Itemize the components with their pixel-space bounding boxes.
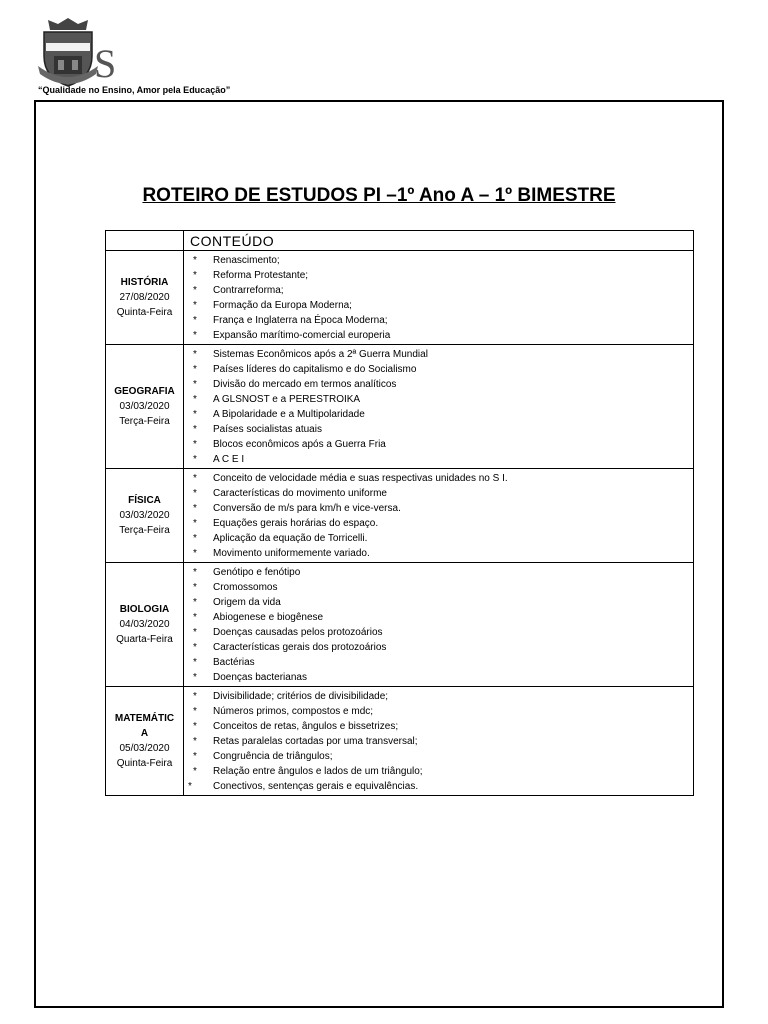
topic-list	[184, 251, 693, 344]
topic-text: Conectivos, sentenças gerais e equivalências.	[213, 781, 419, 792]
subject-weekday: Quinta-Feira	[116, 758, 173, 769]
subject-date: 04/03/2020	[119, 619, 170, 630]
topic-text: Blocos econômicos após a Guerra Fria	[213, 439, 386, 450]
topics-cell	[184, 345, 694, 469]
school-crest-logo	[36, 16, 100, 88]
topic-text: Divisão do mercado em termos analíticos	[213, 379, 397, 390]
topic-item	[184, 283, 693, 298]
topic-text: Abiogenese e biogênese	[213, 612, 324, 623]
subject-date: 05/03/2020	[119, 743, 170, 754]
bullet-asterisk: *	[193, 597, 197, 608]
subject-date: 27/08/2020	[119, 292, 170, 303]
bullet-asterisk: *	[193, 582, 197, 593]
topic-item	[184, 392, 693, 407]
topic-item	[184, 531, 693, 546]
topic-item	[184, 452, 693, 467]
topics-cell	[184, 687, 694, 796]
topic-item	[184, 377, 693, 392]
bullet-asterisk: *	[193, 612, 197, 623]
topic-text: Equações gerais horárias do espaço.	[213, 518, 379, 529]
topic-text: Expansão marítimo-comercial europeria	[213, 330, 391, 341]
subject-cell	[106, 469, 184, 563]
topic-item	[184, 734, 693, 749]
topics-cell	[184, 563, 694, 687]
document-frame	[34, 100, 724, 1008]
topic-text: A Bipolaridade e a Multipolaridade	[213, 409, 365, 420]
topic-text: França e Inglaterra na Época Moderna;	[213, 315, 388, 326]
topic-item	[184, 719, 693, 734]
topic-item	[184, 625, 693, 640]
topic-item	[184, 670, 693, 685]
topic-text: Doenças causadas pelos protozoários	[213, 627, 383, 638]
bullet-asterisk: *	[193, 503, 197, 514]
bullet-asterisk: *	[193, 766, 197, 777]
bullet-asterisk: *	[193, 706, 197, 717]
topic-text: Bactérias	[213, 657, 255, 668]
topic-text: Retas paralelas cortadas por uma transversal;	[213, 736, 418, 747]
brand-letter: S	[94, 41, 117, 86]
bullet-asterisk: *	[193, 533, 197, 544]
bullet-asterisk: *	[193, 330, 197, 341]
bullet-asterisk: *	[193, 548, 197, 559]
topic-text: Congruência de triângulos;	[213, 751, 333, 762]
topic-list	[184, 469, 693, 562]
bullet-asterisk: *	[193, 642, 197, 653]
topic-item	[184, 298, 693, 313]
subject-name: GEOGRAFIA	[114, 386, 175, 397]
topic-item	[184, 253, 693, 268]
topic-item	[184, 313, 693, 328]
topic-text: A GLSNOST e a PERESTROIKA	[213, 394, 361, 405]
school-header	[36, 16, 336, 98]
topic-list	[184, 345, 693, 468]
topic-item	[184, 501, 693, 516]
topic-item	[184, 422, 693, 437]
subject-row	[106, 563, 694, 687]
topic-item	[184, 764, 693, 779]
topic-item	[184, 486, 693, 501]
subject-row	[106, 251, 694, 345]
content-header: CONTEÚDO	[184, 231, 694, 251]
topic-text: Movimento uniformemente variado.	[213, 548, 370, 559]
bullet-asterisk: *	[193, 672, 197, 683]
bullet-asterisk: *	[193, 439, 197, 450]
bullet-asterisk: *	[193, 627, 197, 638]
topic-item	[184, 689, 693, 704]
topic-text: Contrarreforma;	[213, 285, 284, 296]
subject-name: HISTÓRIA	[120, 277, 169, 288]
topic-item	[184, 779, 693, 794]
topic-text: Cromossomos	[213, 582, 278, 593]
topic-item	[184, 437, 693, 452]
subject-weekday: Quarta-Feira	[116, 634, 173, 645]
topic-list	[184, 563, 693, 686]
bullet-asterisk: *	[193, 349, 197, 360]
bullet-asterisk: *	[193, 364, 197, 375]
topic-text: Sistemas Econômicos após a 2ª Guerra Mundial	[213, 349, 428, 360]
topic-text: Países socialistas atuais	[213, 424, 322, 435]
subject-cell	[106, 345, 184, 469]
document-title: ROTEIRO DE ESTUDOS PI –1º Ano A – 1º BIMESTRE	[142, 185, 616, 206]
topic-text: Conceitos de retas, ângulos e bissetrizes;	[213, 721, 399, 732]
topic-item	[184, 580, 693, 595]
topic-text: Aplicação da equação de Torricelli.	[213, 533, 368, 544]
topic-text: Relação entre ângulos e lados de um triângulo;	[213, 766, 423, 777]
topic-item	[184, 655, 693, 670]
table-header-row	[106, 231, 694, 251]
subject-weekday: Terça-Feira	[119, 525, 170, 536]
subject-cell	[106, 687, 184, 796]
bullet-asterisk: *	[193, 488, 197, 499]
topic-text: Divisibilidade; critérios de divisibilidade;	[213, 691, 389, 702]
subject-weekday: Quinta-Feira	[116, 307, 173, 318]
topics-cell	[184, 251, 694, 345]
topic-item	[184, 328, 693, 343]
bullet-asterisk: *	[193, 518, 197, 529]
bullet-asterisk: *	[193, 473, 197, 484]
bullet-asterisk: *	[193, 751, 197, 762]
topic-text: Países líderes do capitalismo e do Socialismo	[213, 364, 417, 375]
subject-cell	[106, 563, 184, 687]
topic-text: A C E I	[213, 454, 245, 465]
bullet-asterisk: *	[193, 255, 197, 266]
bullet-asterisk: *	[193, 424, 197, 435]
subject-row	[106, 345, 694, 469]
topic-text: Reforma Protestante;	[213, 270, 309, 281]
topic-item	[184, 362, 693, 377]
bullet-asterisk: *	[193, 315, 197, 326]
bullet-asterisk: *	[193, 567, 197, 578]
topic-text: Renascimento;	[213, 255, 280, 266]
subject-date: 03/03/2020	[119, 510, 170, 521]
topic-item	[184, 749, 693, 764]
bullet-asterisk: *	[188, 781, 192, 792]
topic-text: Genótipo e fenótipo	[213, 567, 301, 578]
topic-item	[184, 471, 693, 486]
subject-date: 03/03/2020	[119, 401, 170, 412]
subject-name: FÍSICA	[128, 495, 161, 506]
bullet-asterisk: *	[193, 394, 197, 405]
bullet-asterisk: *	[193, 736, 197, 747]
topic-text: Doenças bacterianas	[213, 672, 307, 683]
topic-item	[184, 546, 693, 561]
topic-text: Características do movimento uniforme	[213, 488, 387, 499]
topic-item	[184, 268, 693, 283]
subject-weekday: Terça-Feira	[119, 416, 170, 427]
subject-row	[106, 687, 694, 796]
bullet-asterisk: *	[193, 409, 197, 420]
study-schedule-table	[105, 230, 694, 796]
topic-list	[184, 687, 693, 795]
bullet-asterisk: *	[193, 379, 197, 390]
header-empty-cell	[106, 231, 184, 251]
topic-item	[184, 516, 693, 531]
subject-row	[106, 469, 694, 563]
topic-text: Conceito de velocidade média e suas respectivas unidades no S I.	[213, 473, 508, 484]
subject-name: BIOLOGIA	[119, 604, 170, 615]
topic-text: Números primos, compostos e mdc;	[213, 706, 374, 717]
bullet-asterisk: *	[193, 657, 197, 668]
topic-text: Origem da vida	[213, 597, 281, 608]
topic-text: Conversão de m/s para km/h e vice-versa.	[213, 503, 401, 514]
bullet-asterisk: *	[193, 270, 197, 281]
topic-text: Características gerais dos protozoários	[213, 642, 387, 653]
bullet-asterisk: *	[193, 300, 197, 311]
topic-item	[184, 407, 693, 422]
bullet-asterisk: *	[193, 721, 197, 732]
topics-cell	[184, 469, 694, 563]
school-slogan: “Qualidade no Ensino, Amor pela Educação”	[38, 85, 231, 95]
topic-text: Formação da Europa Moderna;	[213, 300, 352, 311]
topic-item	[184, 595, 693, 610]
subject-cell	[106, 251, 184, 345]
topic-item	[184, 565, 693, 580]
topic-item	[184, 347, 693, 362]
bullet-asterisk: *	[193, 454, 197, 465]
bullet-asterisk: *	[193, 691, 197, 702]
topic-item	[184, 610, 693, 625]
topic-item	[184, 704, 693, 719]
bullet-asterisk: *	[193, 285, 197, 296]
topic-item	[184, 640, 693, 655]
subject-name: MATEMÁTIC A	[114, 713, 175, 739]
